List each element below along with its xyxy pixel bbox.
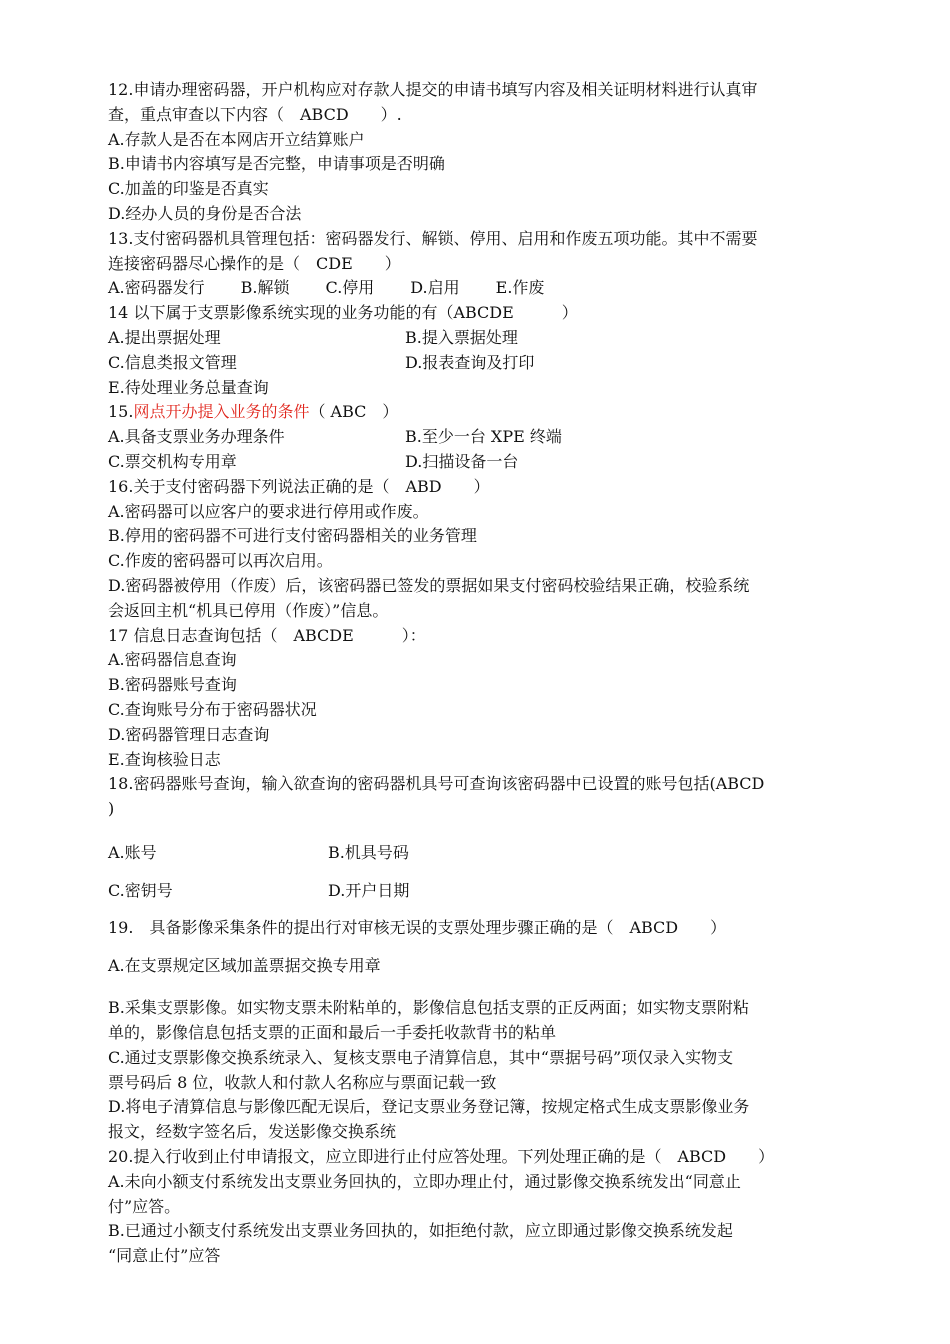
q16-option-c: C.作废的密码器可以再次启用。 [108, 551, 333, 571]
q13-line1: 13.支付密码器机具管理包括：密码器发行、解锁、停用、启用和作废五项功能。其中不需要 [108, 228, 758, 248]
q14-option-b: B.提入票据处理 [405, 327, 518, 347]
q15-option-a: A.具备支票业务办理条件 [108, 427, 285, 447]
q16-option-b: B.停用的密码器不可进行支付密码器相关的业务管理 [108, 526, 477, 546]
q14-options-row1 [108, 326, 888, 351]
q20-option-a-line2: 付”应答。 [108, 1196, 181, 1216]
q19-option-d-line2: 报文，经数字签名后，发送影像交换系统 [108, 1122, 397, 1142]
q12-option-b: B.申请书内容填写是否完整，申请事项是否明确 [108, 154, 445, 174]
q17-option-d: D.密码器管理日志查询 [108, 724, 270, 744]
q13-option-b: B.解锁 [240, 278, 290, 298]
q15-options-row2 [108, 450, 888, 475]
q18-option-a: A.账号 [108, 842, 157, 862]
q15-option-d: D.扫描设备一台 [405, 451, 519, 471]
q15-option-b: B.至少一台 XPE 终端 [405, 427, 562, 447]
q14-option-c: C.信息类报文管理 [108, 352, 237, 372]
q13-option-d: D.启用 [410, 278, 460, 298]
q15-option-c: C.票交机构专用章 [108, 451, 237, 471]
q13-line2: 连接密码器尽心操作的是（ CDE ） [108, 253, 401, 273]
q19-option-d-line1: D.将电子清算信息与影像匹配无误后，登记支票业务登记簿，按规定格式生成支票影像业务 [108, 1097, 750, 1117]
q19-option-c-line1: C.通过支票影像交换系统录入、复核支票电子清算信息，其中“票据号码”项仅录入实物支 [108, 1047, 734, 1067]
q18-options-row2 [108, 872, 888, 910]
q18-line2: ) [108, 799, 115, 819]
q14-options-row2 [108, 351, 888, 376]
q20-question: 20.提入行收到止付申请报文，应立即进行止付应答处理。下列处理正确的是（ ABCD ） [108, 1147, 775, 1167]
q15-question [108, 400, 888, 425]
q13-option-e: E.作废 [495, 278, 545, 298]
q12-option-a: A.存款人是否在本网店开立结算账户 [108, 129, 365, 149]
q20-option-a-line1: A.未向小额支付系统发出支票业务回执的，立即办理止付，通过影像交换系统发出“同意止 [108, 1171, 741, 1191]
q15-options-row1 [108, 425, 888, 450]
q14-option-a: A.提出票据处理 [108, 327, 221, 347]
q16-option-a: A.密码器可以应客户的要求进行停用或作废。 [108, 501, 429, 521]
q18-option-c: C.密钥号 [108, 880, 173, 900]
q16-question: 16.关于支付密码器下列说法正确的是（ ABD ） [108, 476, 490, 496]
q18-options-row1 [108, 834, 888, 872]
q17-option-e: E.查询核验日志 [108, 749, 221, 769]
q15-highlight: 网点开办提入业务的条件 [133, 402, 310, 422]
q12-line1: 12.申请办理密码器，开户机构应对存款人提交的申请书填写内容及相关证明材料进行认真审 [108, 80, 758, 99]
q16-option-d-line2: 会返回主机“机具已停用（作废）”信息。 [108, 600, 389, 620]
q12-option-d: D.经办人员的身份是否合法 [108, 203, 302, 223]
q20-option-b-line2: “同意止付”应答 [108, 1246, 221, 1266]
q14-option-e: E.待处理业务总量查询 [108, 377, 269, 397]
q14-option-d: D.报表查询及打印 [405, 352, 535, 372]
q12-option-c: C.加盖的印鉴是否真实 [108, 179, 269, 199]
q19-question: 19. 具备影像采集条件的提出行对审核无误的支票处理步骤正确的是（ ABCD ） [108, 918, 727, 938]
q19-option-a: A.在支票规定区域加盖票据交换专用章 [108, 955, 381, 975]
q19-option-b-line1: B.采集支票影像。如实物支票未附粘单的，影像信息包括支票的正反两面；如实物支票附粘 [108, 998, 749, 1018]
q18-option-b: B.机具号码 [328, 842, 409, 862]
q13-options [108, 276, 888, 301]
q16-option-d-line1: D.密码器被停用（作废）后，该密码器已签发的票据如果支付密码校验结果正确，校验系统 [108, 575, 750, 595]
q18-line1: 18.密码器账号查询，输入欲查询的密码器机具号可查询该密码器中已设置的账号包括(ABCD [108, 774, 765, 794]
q15-answer: （ ABC ） [309, 402, 399, 422]
q13-option-a: A.密码器发行 [108, 278, 205, 298]
q13-option-c: C.停用 [325, 278, 375, 298]
q12-line2: 查，重点审查以下内容（ ABCD ）. [108, 104, 402, 124]
q17-option-b: B.密码器账号查询 [108, 675, 237, 695]
q17-question: 17 信息日志查询包括（ ABCDE ）： [108, 625, 426, 645]
q18-option-d: D.开户日期 [328, 880, 410, 900]
q17-option-a: A.密码器信息查询 [108, 650, 237, 670]
q20-option-b-line1: B.已通过小额支付系统发出支票业务回执的，如拒绝付款，应立即通过影像交换系统发起 [108, 1221, 733, 1241]
q19-option-c-line2: 票号码后 8 位，收款人和付款人名称应与票面记载一致 [108, 1072, 497, 1092]
q15-number: 15. [108, 402, 134, 422]
q17-option-c: C.查询账号分布于密码器状况 [108, 699, 317, 719]
q14-question: 14 以下属于支票影像系统实现的业务功能的有（ABCDE ） [108, 303, 578, 323]
document-page [108, 78, 888, 1269]
q19-option-b-line2: 单的，影像信息包括支票的正面和最后一手委托收款背书的粘单 [108, 1023, 557, 1043]
